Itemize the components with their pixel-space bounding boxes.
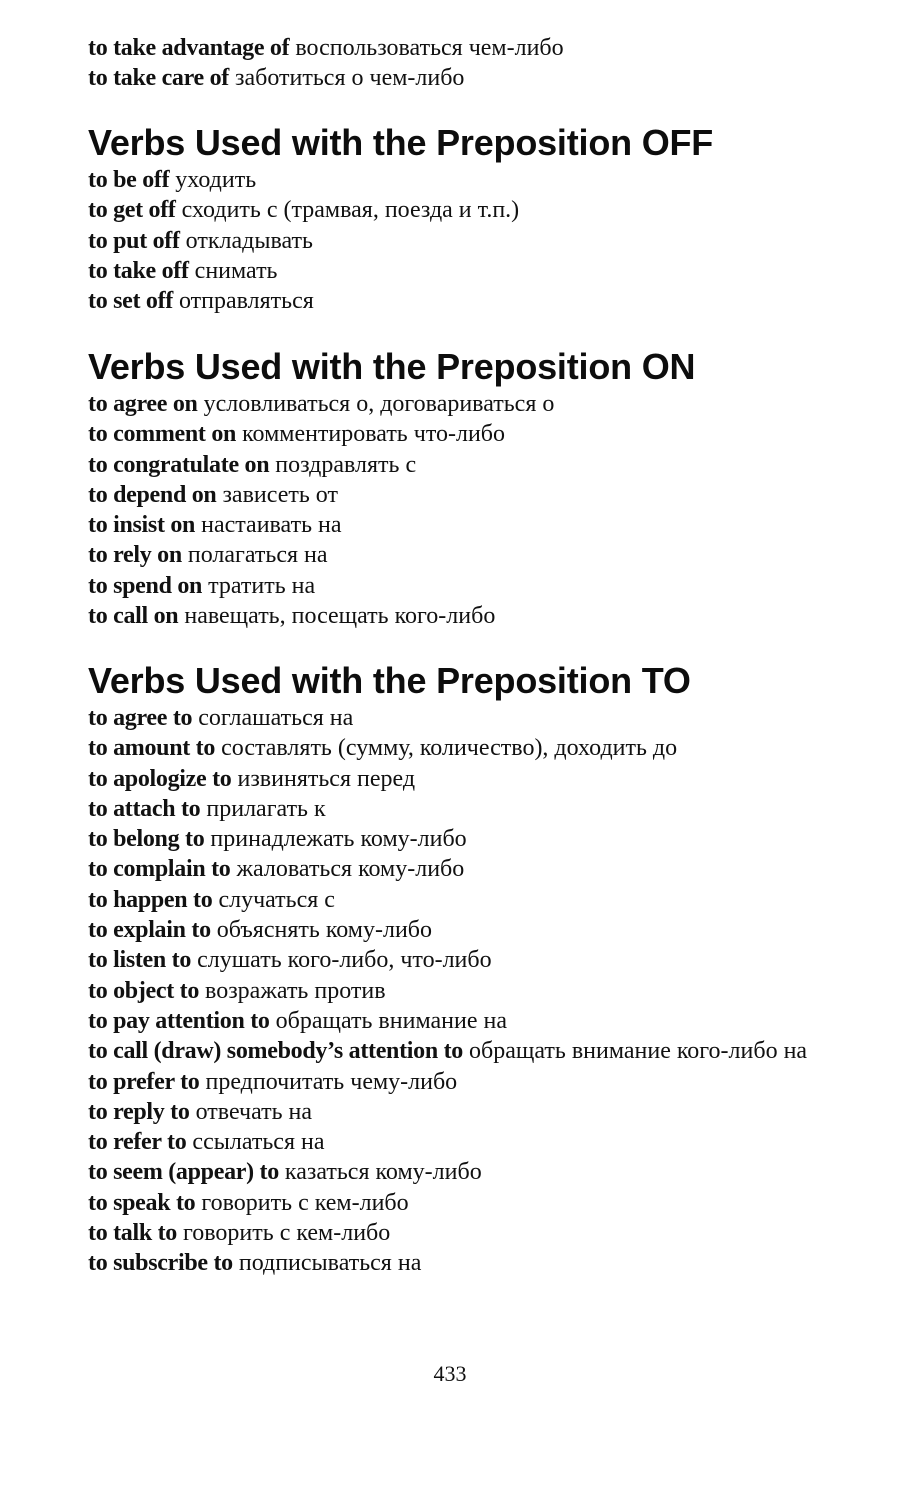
- russian-translation: заботиться о чем-либо: [235, 65, 465, 92]
- page-number: 433: [433, 1361, 467, 1386]
- russian-translation: извиняться перед: [237, 765, 416, 792]
- english-phrase: to apologize to: [88, 765, 232, 792]
- english-phrase: to object to: [88, 977, 200, 1004]
- russian-translation: обращать внимание кого-либо на: [469, 1038, 808, 1065]
- vocab-entry: [88, 1097, 828, 1127]
- russian-translation: снимать: [194, 257, 278, 284]
- russian-translation: воспользоваться чем-либо: [295, 35, 564, 61]
- english-phrase: to complain to: [88, 856, 231, 883]
- english-phrase: to subscribe to: [88, 1250, 233, 1277]
- russian-translation: уходить: [175, 167, 257, 193]
- english-phrase: to depend on: [88, 481, 217, 508]
- english-phrase: to explain to: [88, 917, 211, 944]
- vocab-entry: [88, 733, 828, 763]
- russian-translation: отвечать на: [195, 1098, 313, 1125]
- russian-translation: подписываться на: [238, 1250, 422, 1277]
- english-phrase: to spend on: [88, 572, 203, 599]
- english-phrase: to call (draw) somebody’s attention to: [88, 1038, 464, 1065]
- russian-translation: случаться с: [218, 886, 335, 913]
- english-phrase: to amount to: [88, 735, 216, 762]
- vocab-entry: [88, 33, 828, 63]
- vocab-entry: [88, 976, 828, 1006]
- vocab-entry: [88, 1218, 828, 1248]
- russian-translation: обращать внимание на: [275, 1007, 507, 1034]
- english-phrase: to call on: [88, 603, 179, 630]
- english-phrase: to take care of: [88, 65, 230, 92]
- english-phrase: to belong to: [88, 826, 205, 853]
- vocab-entry: [88, 195, 828, 225]
- vocab-entry: [88, 480, 828, 510]
- vocab-entry: [88, 945, 828, 975]
- vocab-entry: [88, 226, 828, 256]
- vocab-entry: [88, 601, 828, 631]
- vocab-entry: [88, 824, 828, 854]
- english-phrase: to prefer to: [88, 1068, 200, 1095]
- russian-translation: полагаться на: [187, 542, 328, 569]
- russian-translation: прилагать к: [206, 795, 326, 822]
- russian-translation: объяснять кому-либо: [216, 917, 433, 944]
- english-phrase: to listen to: [88, 947, 192, 974]
- russian-translation: принадлежать кому-либо: [210, 826, 467, 853]
- english-phrase: to rely on: [88, 542, 182, 569]
- section-heading-to: Verbs Used with the Preposition TO: [88, 660, 691, 701]
- vocab-entry: [88, 510, 828, 540]
- vocab-entry: [88, 256, 828, 286]
- vocab-entry: [88, 450, 828, 480]
- english-phrase: to agree to: [88, 705, 193, 731]
- russian-translation: тратить на: [208, 572, 316, 599]
- english-phrase: to take advantage of: [88, 35, 290, 61]
- russian-translation: жаловаться кому-либо: [236, 856, 465, 883]
- russian-translation: говорить с кем-либо: [183, 1220, 391, 1247]
- russian-translation: соглашаться на: [198, 705, 354, 731]
- russian-translation: слушать кого-либо, что-либо: [197, 947, 492, 974]
- english-phrase: to put off: [88, 227, 180, 254]
- vocab-entry: [88, 794, 828, 824]
- english-phrase: to get off: [88, 197, 176, 224]
- section-continuation: [88, 33, 828, 94]
- vocab-entry: [88, 1067, 828, 1097]
- section-heading-on: Verbs Used with the Preposition ON: [88, 346, 696, 387]
- vocab-entry: [88, 419, 828, 449]
- vocab-entry: [88, 286, 828, 316]
- english-phrase: to reply to: [88, 1098, 190, 1125]
- vocab-entry: [88, 764, 828, 794]
- vocab-entry: [88, 1248, 828, 1278]
- russian-translation: сходить с (трамвая, поезда и т.п.): [181, 197, 520, 224]
- vocab-entry: [88, 540, 828, 570]
- vocab-entry: [88, 1188, 828, 1218]
- english-phrase: to congratulate on: [88, 451, 270, 478]
- english-phrase: to seem (appear) to: [88, 1159, 279, 1186]
- english-phrase: to attach to: [88, 795, 201, 822]
- vocab-entry: [88, 854, 828, 884]
- english-phrase: to insist on: [88, 512, 196, 539]
- russian-translation: возражать против: [205, 977, 386, 1004]
- vocab-entry: [88, 1036, 828, 1066]
- russian-translation: говорить с кем-либо: [201, 1189, 409, 1216]
- vocab-entry: [88, 1006, 828, 1036]
- russian-translation: поздравлять с: [275, 451, 417, 478]
- russian-translation: настаивать на: [201, 512, 342, 539]
- vocab-entry: [88, 165, 828, 195]
- russian-translation: откладывать: [185, 227, 313, 254]
- russian-translation: навещать, посещать кого-либо: [184, 603, 496, 630]
- vocab-entry: [88, 1157, 828, 1187]
- russian-translation: комментировать что-либо: [242, 421, 506, 448]
- vocab-entry: [88, 915, 828, 945]
- vocab-entry: [88, 389, 828, 419]
- section-off-entries: [88, 165, 828, 316]
- section-on-entries: [88, 389, 828, 631]
- russian-translation: ссылаться на: [192, 1129, 325, 1156]
- english-phrase: to happen to: [88, 886, 213, 913]
- vocab-entry: [88, 885, 828, 915]
- vocab-entry: [88, 1127, 828, 1157]
- english-phrase: to agree on: [88, 391, 198, 417]
- english-phrase: to talk to: [88, 1220, 177, 1247]
- russian-translation: зависеть от: [222, 481, 338, 508]
- english-phrase: to speak to: [88, 1189, 196, 1216]
- section-heading-off: Verbs Used with the Preposition OFF: [88, 122, 714, 163]
- russian-translation: условливаться о, договариваться о: [203, 391, 555, 417]
- vocab-entry: [88, 63, 828, 93]
- russian-translation: составлять (сумму, количество), доходить до: [221, 735, 678, 762]
- english-phrase: to refer to: [88, 1129, 187, 1156]
- russian-translation: отправляться: [178, 288, 314, 315]
- vocab-entry: [88, 703, 828, 733]
- russian-translation: казаться кому-либо: [284, 1159, 482, 1186]
- english-phrase: to set off: [88, 288, 173, 315]
- vocab-entry: [88, 571, 828, 601]
- english-phrase: to take off: [88, 257, 189, 284]
- russian-translation: предпочитать чему-либо: [205, 1068, 458, 1095]
- english-phrase: to pay attention to: [88, 1007, 270, 1034]
- english-phrase: to be off: [88, 167, 170, 193]
- english-phrase: to comment on: [88, 421, 237, 448]
- section-to-entries: [88, 703, 828, 1279]
